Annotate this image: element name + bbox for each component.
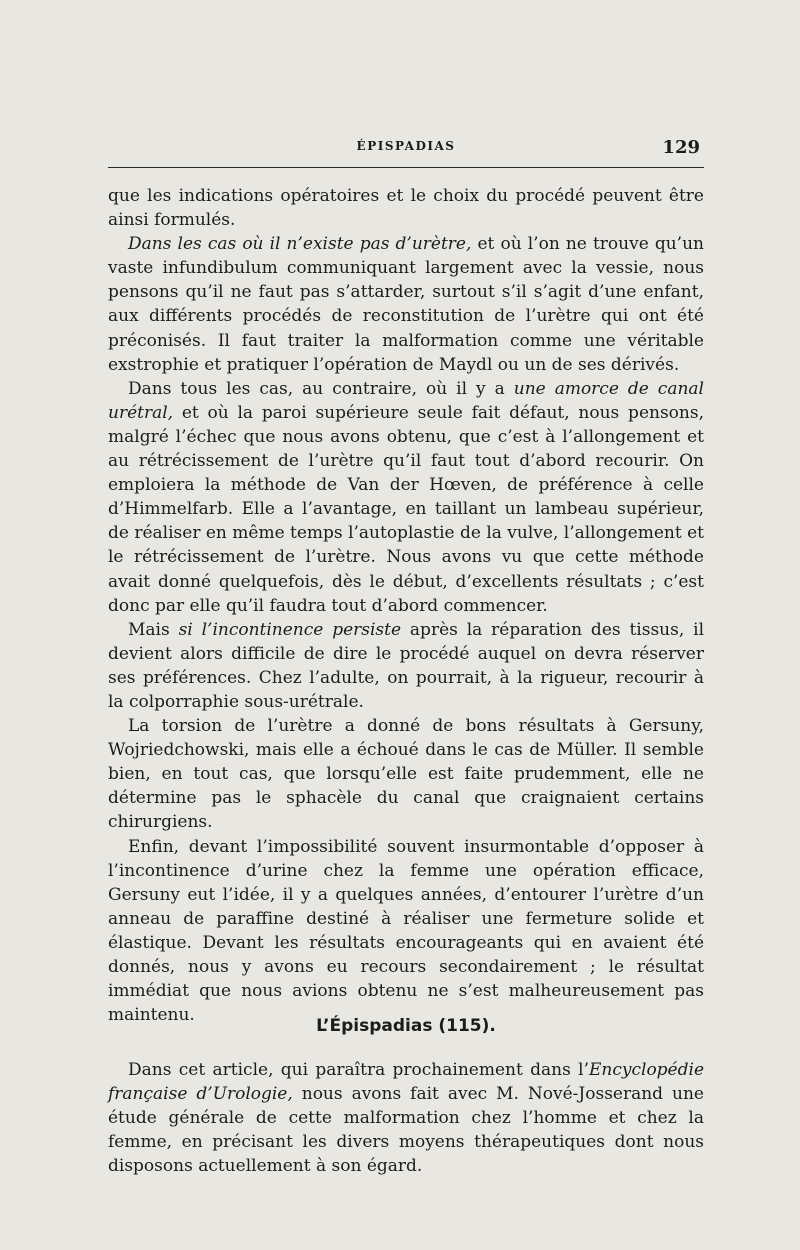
italic-phrase: Dans les cas où il n’existe pas d’urètre, [128,234,472,255]
paragraph-text: Dans cet article, qui paraîtra prochainement dans l’ [128,1060,589,1080]
paragraph [108,1058,704,1178]
paragraph [108,714,704,834]
paragraph-text: et où la paroi supérieure seule fait défaut, nous pensons, malgré l’échec que nous avons obtenu, que c’est à l’allongement et au rétrécissement de l’urètre qu’il faut tout d’abord recourir. On emploiera la méthode de Van der Hœven, de préférence à celle d’Himmelfarb. Elle a l’avantage, en taillant un lambeau supérieur, de réaliser en même temps l’autoplastie de la vulve, l’allongement et le rétrécissement de l’urètre. Nous avons vu que cette méthode avait donné quelquefois, dès le début, d’excellents résultats ; c’est donc par elle qu’il faudra tout d’abord commencer. [108,402,704,616]
section-body [108,1058,704,1178]
paragraph [108,835,704,1028]
paragraph-text: Enfin, devant l’impossibilité souvent insurmontable d’opposer à l’incontinence d’urine chez la femme une opération efficace, Gersuny eut l’idée, il y a quelques années, d’entourer l’urètre d’un anneau de paraffine destiné à réaliser une fermeture solide et élastique. Devant les résultats encourageants qui en avaient été donnés, nous y avons eu recours secondairement ; le résultat immédiat que nous avions obtenu ne s’est malheureusement pas maintenu. [108,836,704,1026]
paragraph-text: La torsion de l’urètre a donné de bons résultats à Gersuny, Wojriedchowski, mais elle a échoué dans le cas de Müller. Il semble bien, en tout cas, que lorsqu’elle est faite prudemment, elle ne détermine pas le sphacèle du canal que craignaient certains chirurgiens. [108,716,704,833]
paragraph-text: Dans tous les cas, au contraire, où il y a [128,378,514,399]
paragraph [108,184,704,232]
section-heading: L’Épispadias (115). [316,1016,496,1036]
paragraph-text: Mais [128,619,179,640]
italic-phrase: une amorce de canal urétral, [108,378,704,423]
paragraph-text: nous avons fait avec M. Nové-Josserand une étude générale de cette malformation chez l’homme et chez la femme, en précisant les divers moyens thérapeutiques dont nous disposons actuellement à son égard. [108,1084,704,1177]
italic-phrase: Encyclopédie française d’Urologie, [108,1060,704,1105]
paragraph-text: que les indications opératoires et le choix du procédé peuvent être ainsi formulés. [108,186,704,231]
paragraph [108,377,704,618]
paragraph-text: et où l’on ne trouve qu’un vaste infundibulum communiquant largement avec la vessie, nous pensons qu’il ne faut pas s’attarder, surtout s’il s’agit d’une enfant, aux différents procédés de reconstitution de l’urètre qui ont été préconisés. Il faut traiter la malformation comme une véritable exstrophie et pratiquer l’opération de Maydl ou un de ses dérivés. [108,234,704,375]
paragraph-text: après la réparation des tissus, il devient alors difficile de dire le procédé auquel on devra réserver ses préférences. Chez l’adulte, on pourrait, à la rigueur, recourir à la colporraphie sous-urétrale. [108,619,704,712]
paragraph [108,232,704,377]
page-number: 129 [662,137,700,158]
running-title: ÉPISPADIAS [356,139,456,153]
paragraph [108,618,704,714]
italic-phrase: si l’incontinence persiste [178,619,402,640]
body-text [108,184,704,1027]
running-head [108,137,704,168]
